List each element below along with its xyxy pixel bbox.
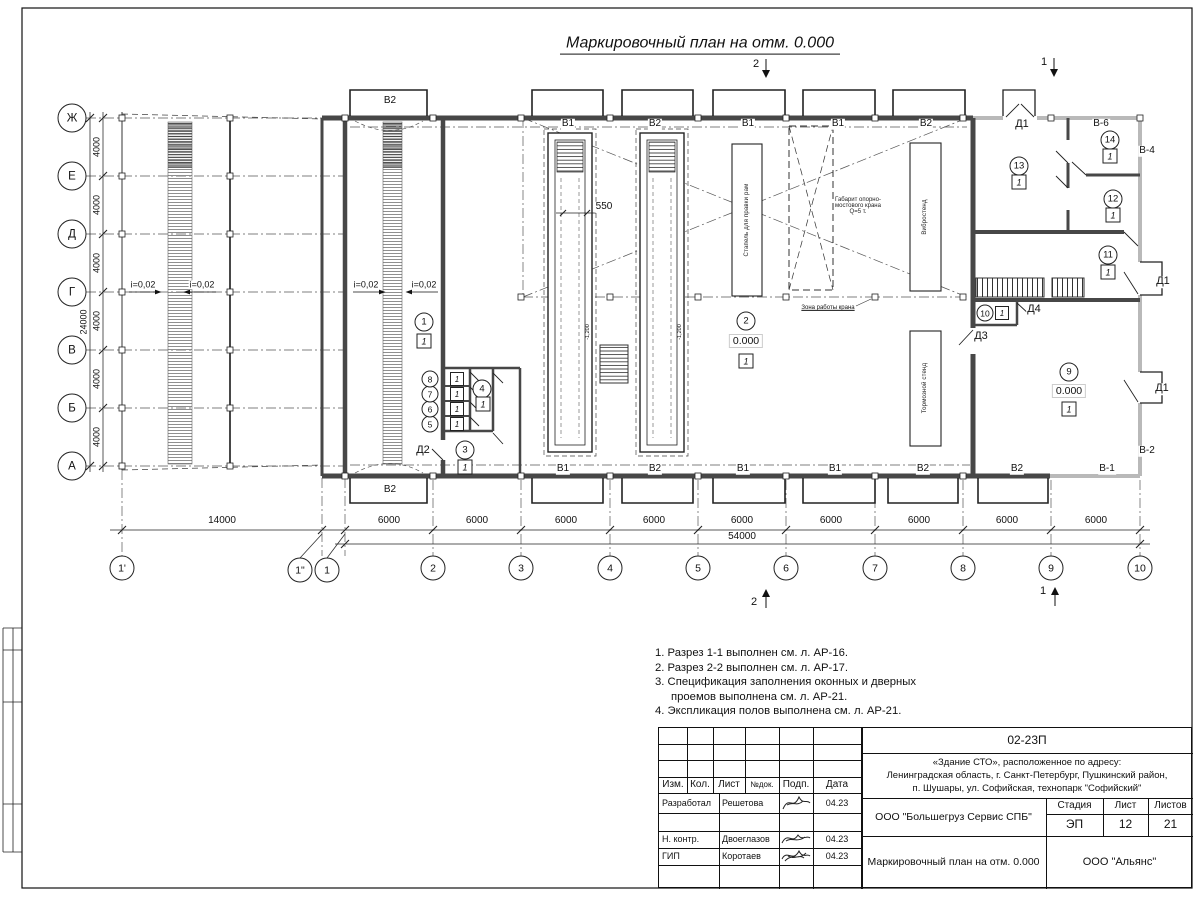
tb-object-line: п. Шушары, ул. Софийская, технопарк "Софийский" [912,783,1142,794]
page-title: Маркировочный план на отм. 0.000 [560,36,840,55]
equipment-outlines [732,143,941,446]
room-number: 9 [1060,363,1079,382]
dim-label: 6000 [730,514,754,526]
axis-col: 5 [686,556,711,581]
axis-col: 2 [421,556,446,581]
tb-col-dok: №док. [750,780,774,790]
axis-row: Г [58,278,87,307]
title-block [658,727,1192,888]
axis-col: 7 [863,556,888,581]
section-mark-2-top: 2 [752,58,760,71]
door-label: Д4 [1027,303,1041,316]
dim-label: 6000 [819,514,843,526]
tb-col-data: Дата [825,779,849,791]
dim-total-label: 54000 [728,530,756,542]
opening-label: В2 [648,117,662,129]
inspection-pit [636,129,688,456]
slope-label: i=0,02 [353,279,379,290]
window-label: В-4 [1139,144,1155,156]
window-label: В-6 [1093,117,1109,129]
dimension-lines [86,112,1150,548]
room-number: 3 [456,441,475,460]
opening-label: В2 [919,117,933,129]
door-label: Д2 [416,444,430,457]
floor-mark: 1 [1101,265,1116,280]
floor-mark: 1 [450,372,464,386]
dim-label: 6000 [1084,514,1108,526]
pit-depth-label: -1,200 [677,324,684,340]
pit-depth-label: -1,200 [585,324,592,340]
window-label: В-2 [1139,444,1155,456]
tb-sheet-value: 12 [1118,817,1133,832]
dim-label: 6000 [907,514,931,526]
dim-label: 4000 [91,136,102,158]
door-label: Д1 [1155,382,1169,395]
note-item: 2. Разрез 2-2 выполнен см. л. АР-17. [655,661,849,674]
signature [779,846,813,866]
tb-col-izm: Изм. [662,779,684,791]
room-number: 10 [977,305,994,322]
axis-col: 1" [288,558,313,583]
crane-zone-label: Зона работы крана [801,304,855,311]
ramp-strip [383,122,402,464]
equipment-label: Тормозной стенд [921,362,928,414]
door-label: Д1 [1156,275,1170,288]
canopy [122,112,402,470]
tb-date: 04.23 [825,834,849,845]
section-mark-1-bottom: 1 [1039,585,1047,598]
slope-label: i=0,02 [411,279,437,290]
floor-mark: 1 [450,417,464,431]
opening-label: В2 [383,94,397,106]
tb-drawing-title: Маркировочный план на отм. 0.000 [867,856,1040,869]
tb-col-kol: Кол. [690,779,710,791]
tb-org: ООО "Большегруз Сервис СПБ" [875,810,1032,823]
room-number: 4 [473,380,492,399]
axis-row: Б [58,394,87,423]
section-mark-1-top: 1 [1040,56,1048,69]
crane-dimension-note: Габарит опорно-мостового крана Q=5 т. [835,197,881,215]
staircase [976,278,1084,297]
room-number: 14 [1101,131,1120,150]
signature [779,791,813,815]
dim-label: 4000 [91,252,102,274]
section-mark-2-bottom: 2 [750,596,758,609]
tb-stage-label: Стадия [1057,800,1092,812]
opening-label: В2 [1010,462,1024,474]
dim-label: 4000 [91,368,102,390]
tb-role: Разработал [662,797,711,808]
notes-list [655,646,943,719]
level-mark: 0.000 [1052,384,1086,398]
room-number: 7 [422,386,439,403]
opening-label: В1 [556,462,570,474]
tb-sheets-label: Листов [1154,800,1187,812]
note-item: 3. Спецификация заполнения оконных и дверных проемов выполнена см. л. АР-21. [655,676,917,703]
tb-name: Решетова [722,797,764,808]
axis-col: 8 [951,556,976,581]
axis-col: 4 [598,556,623,581]
room-number: 1 [415,313,434,332]
room-number: 5 [422,416,439,433]
dim-total-label: 24000 [78,309,89,335]
equipment-label: Вибростенд [921,199,928,235]
axis-col: 6 [774,556,799,581]
floor-mark: 1 [995,306,1009,320]
dim-label: 6000 [465,514,489,526]
tb-company: ООО "Альянс" [1082,856,1157,869]
slope-label: i=0,02 [130,279,156,290]
dim-label: 6000 [642,514,666,526]
floor-mark: 1 [476,397,491,412]
slope-label: i=0,02 [189,279,215,290]
note-item: 1. Разрез 1-1 выполнен см. л. АР-16. [655,647,849,659]
tb-col-podp: Подп. [782,779,810,791]
axis-row: Ж [58,104,87,133]
floor-mark: 1 [450,387,464,401]
note-item: 4. Экспликация полов выполнена см. л. АР-21. [655,705,902,718]
dim-label: 4000 [91,194,102,216]
dim-label: 6000 [995,514,1019,526]
floor-mark: 1 [1062,402,1077,417]
axis-row: Д [58,220,87,249]
room-number: 12 [1104,190,1123,209]
opening-label: В2 [383,483,397,495]
tb-project-code: 02-23П [1007,732,1047,747]
door-label: Д1 [1015,118,1029,131]
room-number: 11 [1099,246,1118,265]
tb-name: Двоеглазов [722,834,770,845]
floor-mark: 1 [458,460,473,475]
tb-object-line: «Здание СТО», расположенное по адресу: [932,757,1122,768]
tb-col-list: Лист [718,779,740,791]
opening-label: В1 [741,117,755,129]
dim-label: 14000 [208,514,236,526]
floor-mark: 1 [450,402,464,416]
dim-label: 6000 [554,514,578,526]
axis-col: 3 [509,556,534,581]
window-label: В-1 [1099,462,1115,474]
room-number: 8 [422,371,439,388]
opening-label: В2 [648,462,662,474]
tb-object-line: Ленинградская область, г. Санкт-Петербург, Пушкинский район, [886,770,1168,781]
dim-label: 4000 [91,426,102,448]
inspection-pit [544,129,596,456]
floor-mark: 1 [739,354,754,369]
tb-date: 04.23 [825,797,849,808]
dim-label: 4000 [91,310,102,332]
room-number: 2 [737,312,756,331]
room-number: 13 [1010,157,1029,176]
dim-550: 550 [595,200,613,212]
axis-leaders [300,534,345,558]
tb-date: 04.23 [825,851,849,862]
axis-col: 1' [110,556,135,581]
tb-stage-value: ЭП [1065,817,1084,832]
floor-mark: 1 [1103,149,1118,164]
axis-col: 1 [315,558,340,583]
tb-object [861,753,1193,798]
opening-label: В2 [916,462,930,474]
level-mark: 0.000 [729,334,763,348]
opening-label: В1 [561,117,575,129]
crane-outline [789,126,833,290]
tb-sheet-label: Лист [1114,800,1137,812]
axis-row: Е [58,162,87,191]
door-label: Д3 [974,330,988,343]
floor-mark: 1 [417,334,432,349]
opening-label: В1 [831,117,845,129]
axis-row: В [58,336,87,365]
steps [600,345,628,383]
axis-col: 10 [1128,556,1153,581]
zone-label-leader [856,299,871,306]
tb-role: Н. контр. [662,834,700,845]
dim-label: 6000 [377,514,401,526]
axis-row: А [58,452,87,481]
floor-mark: 1 [1106,208,1121,223]
opening-label: В1 [736,462,750,474]
floor-mark: 1 [1012,175,1027,190]
axis-col: 9 [1039,556,1064,581]
tb-name: Коротаев [722,851,761,862]
room-number: 6 [422,401,439,418]
opening-label: В1 [828,462,842,474]
equipment-label: Стапель для правки рам [743,183,750,257]
tb-role: ГИП [662,851,680,862]
tb-sheets-value: 21 [1163,817,1178,832]
